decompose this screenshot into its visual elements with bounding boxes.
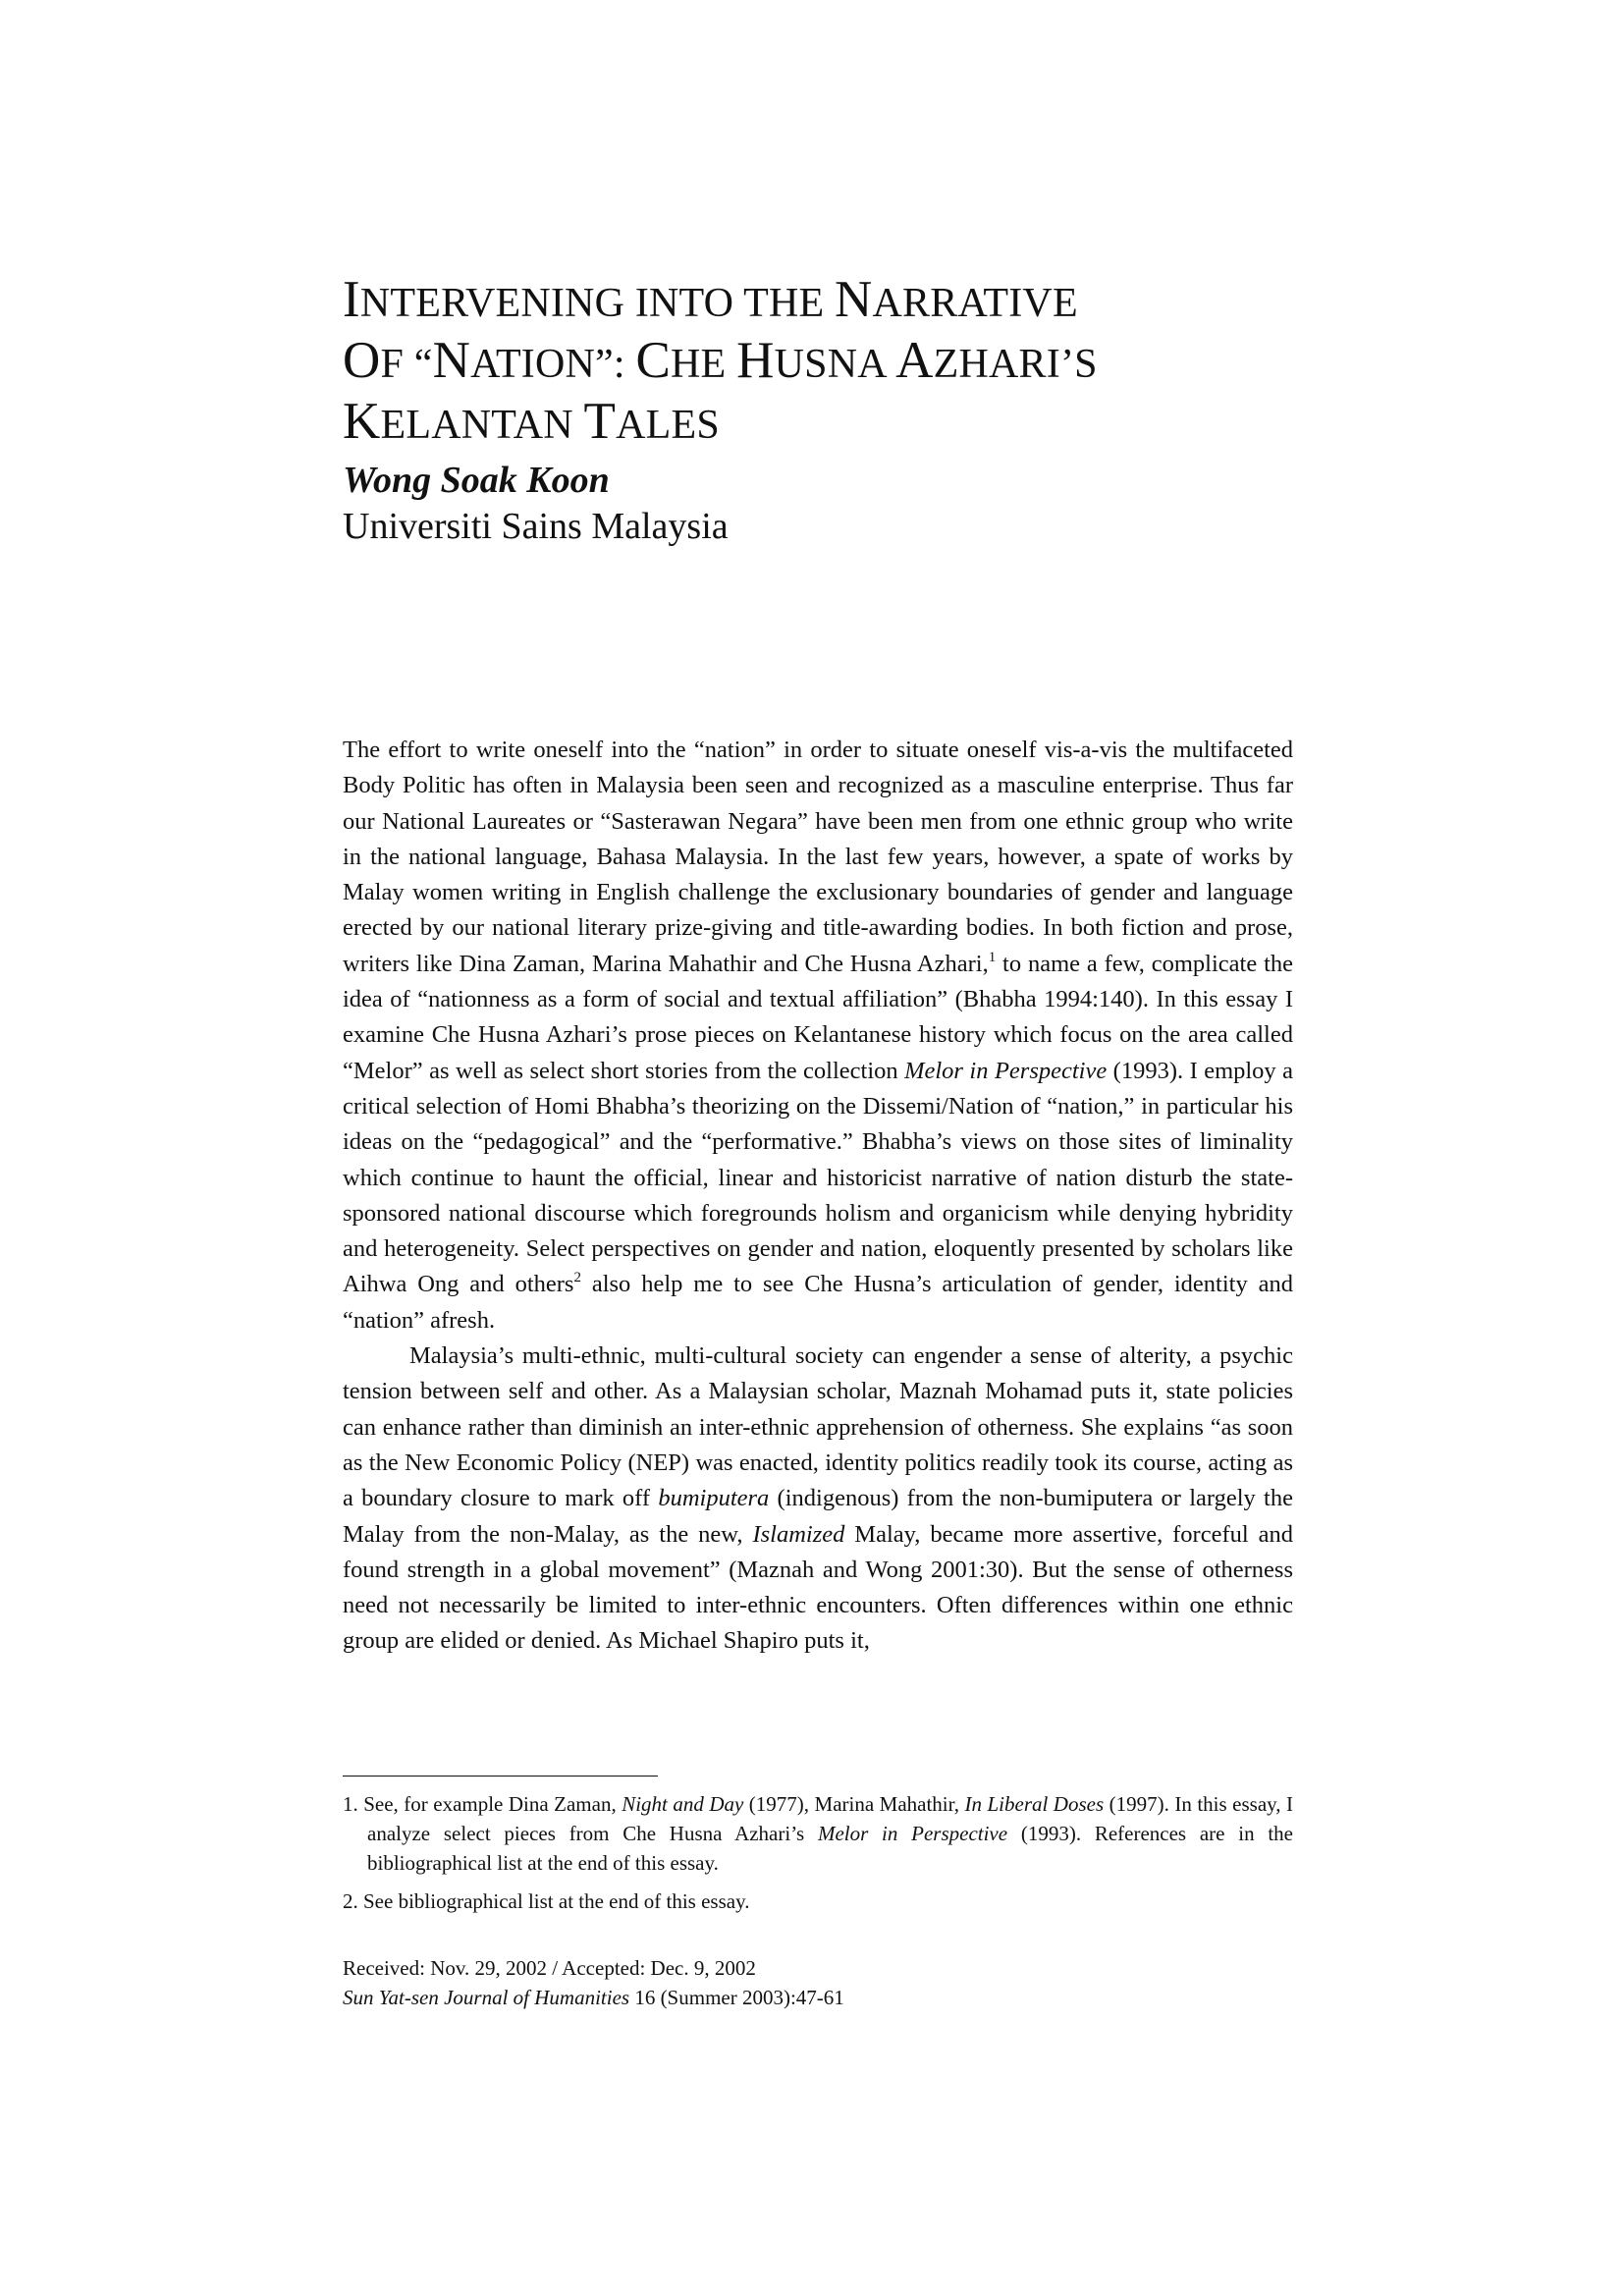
text-run: The effort to write oneself into the “nation” in order to situate oneself vis-a-vis the multifaceted Body Politic has often in Malaysia been seen and recognized as a masculine enterprise. Thus far our National Laureates or “Sasterawan Negara” have been men from one ethnic group who write in the national language, Bahasa Malaysia. In the last few years, however, a spate of works by Malay women writing in English challenge the exclusionary boundaries of gender and language erected by our national literary prize-giving and title-awarding bodies. In both fiction and prose, writers like Dina Zaman, Marina Mahathir and Che Husna Azhari, (343, 737, 1293, 977)
journal-details: 16 (Summer 2003):47-61 (629, 1986, 844, 2009)
title-smallcaps: HE (671, 342, 737, 387)
text-run: (1993). I employ a critical selection of Homi Bhabha’s theorizing on the Dissemi/Nation of “nation,” in particular his ideas on the “pedagogical” and the “performative.” Bhabha’s views on those sites of liminality which continue to haunt the official, linear and historicist narrative of nation disturb the state-sponsored national discourse which foregrounds holism and organicism while denying hybridity and heterogeneity. Select perspectives on gender and nation, eloquently presented by scholars like Aihwa Ong and others (343, 1057, 1294, 1298)
title-capital: N (835, 271, 873, 328)
paragraph (343, 1339, 1293, 1660)
title-capital: N (432, 332, 471, 389)
footnotes (343, 1789, 1293, 1925)
text-run: 1. See, for example Dina Zaman, (343, 1792, 622, 1816)
title-capital: H (736, 332, 775, 389)
italic-text: Night and Day (622, 1792, 744, 1816)
title-capital: T (583, 393, 617, 450)
footnote (343, 1886, 1293, 1916)
italic-text: Melor in Perspective (904, 1057, 1108, 1084)
text-run: Malaysia’s multi-ethnic, multi-cultural society can engender a sense of alterity, a psychic tension between self and other. As a Malaysian scholar, Maznah Mohamad puts it, state policies can enhance rather than diminish an inter-ethnic apprehension of otherness. She explains “as soon as the New Economic Policy (NEP) was enacted, identity politics readily took its course, acting as a boundary closure to mark off (343, 1342, 1293, 1512)
author-name: Wong Soak Koon (343, 460, 610, 501)
author-affiliation: Universiti Sains Malaysia (343, 506, 729, 547)
italic-text: Islamized (752, 1520, 845, 1548)
title-smallcaps: NTERVENING INTO THE (359, 281, 836, 326)
text-run: Malay, became more assertive, forceful and found strength in a global movement” (Maznah and Wong 2001:30). But the sense of otherness need not necessarily be limited to inter-ethnic encounters. Often differences within one ethnic group are elided or denied. As Michael Shapiro puts it, (343, 1520, 1293, 1655)
title-capital: A (895, 332, 934, 389)
title-smallcaps: ATION”: (470, 342, 636, 387)
journal-citation (343, 1983, 844, 2012)
text-run: 2. See bibliographical list at the end of this essay. (343, 1889, 750, 1913)
title-capital: O (343, 332, 381, 389)
title-capital: I (343, 271, 360, 328)
title-capital: K (343, 393, 381, 450)
title-smallcaps: USNA (774, 342, 896, 387)
title-capital: C (635, 332, 672, 389)
title-smallcaps: ZHARI’S (933, 342, 1098, 387)
paper-title (343, 271, 1325, 454)
title-line-1 (343, 271, 1325, 332)
italic-text: Melor in Perspective (817, 1822, 1008, 1845)
title-smallcaps: ARRATIVE (872, 281, 1078, 326)
received-accepted-dates: Received: Nov. 29, 2002 / Accepted: Dec. 9, 2002 (343, 1956, 756, 1980)
paragraph (343, 733, 1293, 1339)
text-run: (1997). In this essay, I analyze select pieces from Che Husna Azhari’s (367, 1792, 1293, 1845)
footnote-divider (343, 1776, 658, 1777)
footnote (343, 1789, 1293, 1878)
text-run: to name a few, complicate the idea of “nationness as a form of social and textual affiliation” (Bhabha 1994:140). In this essay I examine Che Husna Azhari’s prose pieces on Kelantanese history which focus on the area called “Melor” as well as select short stories from the collection (343, 950, 1294, 1084)
text-run: (indigenous) from the non-bumiputera or largely the Malay from the non-Malay, as the new, (343, 1485, 1293, 1548)
footnote-marker: 2 (573, 1270, 581, 1286)
italic-text: In Liberal Doses (964, 1792, 1105, 1816)
title-smallcaps: ELANTAN (380, 403, 584, 448)
title-line-3 (343, 393, 1325, 454)
text-run: (1977), Marina Mahathir, (743, 1792, 965, 1816)
footnote-marker: 1 (988, 949, 997, 965)
text-run: (1993). References are in the bibliographical list at the end of this essay. (367, 1822, 1293, 1875)
title-line-2 (343, 332, 1325, 393)
title-smallcaps: ALES (616, 403, 720, 448)
journal-name: Sun Yat-sen Journal of Humanities (343, 1986, 630, 2009)
text-run: also help me to see Che Husna’s articulation of gender, identity and “nation” afresh. (343, 1271, 1293, 1334)
body-text (343, 733, 1293, 1660)
italic-text: bumiputera (658, 1485, 770, 1512)
title-smallcaps: F “ (380, 342, 433, 387)
